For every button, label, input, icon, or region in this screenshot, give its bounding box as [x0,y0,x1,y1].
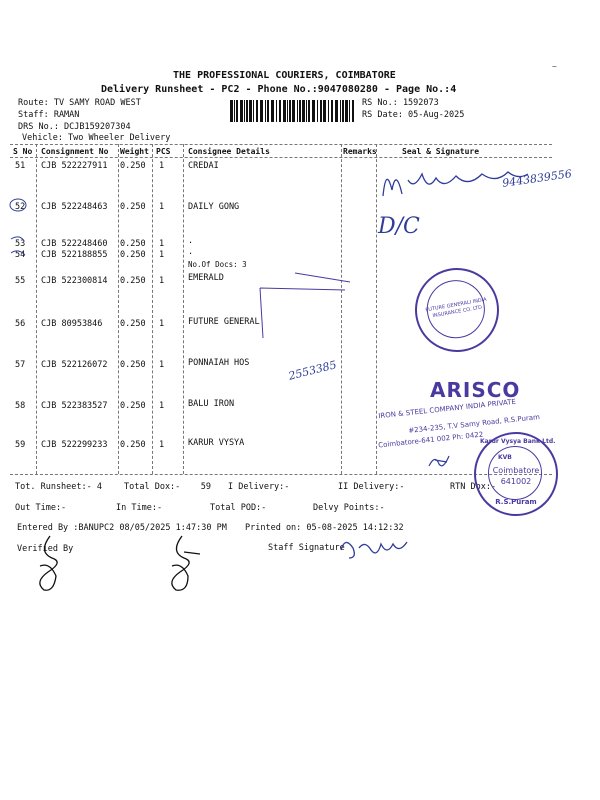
barcode-bar [253,100,254,122]
row-pcs: 1 [159,276,165,286]
barcode-bar [271,100,274,122]
barcode-bar [323,100,326,122]
company-title: THE PROFESSIONAL COURIERS, COIMBATORE [173,70,396,81]
row-consignment-no: CJB 522126072 [41,360,108,370]
barcode-bar [340,100,341,122]
barcode-bar [240,100,243,122]
barcode-bar [244,100,245,122]
row-consignee: KARUR VYSYA [188,438,245,448]
row-consignee: . [188,236,194,246]
row-consignee: CREDAI [188,161,219,171]
col-divider [36,144,37,474]
row-sno: 52 [15,202,26,212]
barcode-bar [320,100,322,122]
row-consignee: PONNAIAH HOS [188,358,250,368]
bank-branch: R.S.Puram [495,498,537,506]
row-consignment-no: CJB 522248463 [41,202,108,212]
row-pcs: 1 [159,239,165,249]
signature-row59 [425,450,455,472]
in-time: In Time:- [116,503,163,513]
barcode-bar [352,100,354,122]
row-weight: 0.250 [120,440,146,450]
row-weight: 0.250 [120,401,146,411]
row-sno: 54 [15,250,26,260]
barcode-bar [265,100,266,122]
barcode-bar [328,100,329,122]
barcode-bar [249,100,252,122]
bank-name: Karur Vysya Bank Ltd. [480,438,556,445]
barcode-bar [331,100,333,122]
stray-mark: ~ [552,62,557,71]
drs-label: DRS No.: DCJB159207304 [18,122,131,132]
vehicle-label: Vehicle: Two Wheeler Delivery [22,133,171,143]
row-weight: 0.250 [120,276,146,286]
col-header-weight: Weight [120,147,149,156]
row-sno: 55 [15,276,26,286]
row-sno: 58 [15,401,26,411]
barcode-bar [302,100,305,122]
col-header-seal-signature: Seal & Signature [402,147,480,156]
row-consignment-no: CJB 522248460 [41,239,108,249]
handwritten-phone: 9443839556 [501,167,573,190]
row-sno: 51 [15,161,26,171]
verified-signature-2 [160,532,204,594]
staff-signature-label: Staff Signature [268,543,345,553]
row-consignee: . [188,247,194,257]
row-weight: 0.250 [120,360,146,370]
printed-on: Printed on: 05-08-2025 14:12:32 [245,523,404,533]
barcode-bar [267,100,269,122]
row-pcs: 1 [159,250,165,260]
bank-logo: KVB [498,454,512,461]
rtn-dox: RTN Dox:- [450,482,497,492]
col-divider [118,144,119,474]
row-weight: 0.250 [120,161,146,171]
row-consignment-no: CJB 522188855 [41,250,108,260]
table-bottom-rule [10,474,552,475]
row-pcs: 1 [159,401,165,411]
row-pcs: 1 [159,319,165,329]
barcode-bar [349,100,350,122]
row-consignee: EMERALD [188,273,224,283]
route-label: Route: TV SAMY ROAD WEST [18,98,141,108]
table-header-rule [10,157,552,158]
row-consignee: DAILY GONG [188,202,240,212]
ii-delivery: II Delivery:- [338,482,405,492]
insurance-stamp-text: FUTURE GENERALI INDIA INSURANCE CO. LTD [425,296,488,320]
no-of-docs: No.Of Docs: 3 [188,260,247,269]
row-consignee: BALU IRON [188,399,235,409]
col-header-sno: S No [13,147,33,156]
barcode-bar [308,100,310,122]
bank-city: Coimbatore [492,466,540,475]
barcode-bar [292,100,295,122]
bank-stamp [474,432,558,516]
handwritten-note: 2553385 [287,358,338,383]
barcode-bar [230,100,233,122]
rs-no-label: RS No.: 1592073 [362,98,439,108]
barcode-bar [246,100,248,122]
col-header-consignment: Consignment No [41,147,109,156]
row-consignee: FUTURE GENERAL [188,317,260,327]
col-header-remarks: Remarks [343,147,377,156]
row-pcs: 1 [159,161,165,171]
row-consignment-no: CJB 522383527 [41,401,108,411]
barcode-bar [297,100,298,122]
col-header-pcs: PCS [156,147,171,156]
col-header-consignee: Consignee Details [188,147,270,156]
barcode [230,100,355,122]
barcode-bar [299,100,301,122]
barcode-bar [342,100,344,122]
barcode-bar [306,100,307,122]
barcode-bar [279,100,281,122]
row-sno: 56 [15,319,26,329]
total-pod: Total POD:- [210,503,267,513]
table-top-rule [10,144,552,145]
row-consignment-no: CJB 80953846 [41,319,103,329]
barcode-bar [312,100,315,122]
barcode-bar [289,100,291,122]
delvy-points: Delvy Points:- [313,503,385,513]
barcode-bar [317,100,318,122]
entered-by: Entered By :BANUPC2 08/05/2025 1:47:30 PM [17,523,227,533]
row-pcs: 1 [159,360,165,370]
barcode-bar [335,100,338,122]
row-sno: 57 [15,360,26,370]
col-divider [152,144,153,474]
staff-label: Staff: RAMAN [18,110,80,120]
rs-date-label: RS Date: 05-Aug-2025 [362,110,465,120]
row-consignment-no: CJB 522300814 [41,276,108,286]
row-pcs: 1 [159,202,165,212]
row-weight: 0.250 [120,202,146,212]
handwritten-dc: D/C [378,214,420,239]
barcode-bar [345,100,348,122]
row-weight: 0.250 [120,250,146,260]
barcode-bar [287,100,288,122]
tot-runsheet: Tot. Runsheet:- 4 [15,482,102,492]
col-divider [183,144,184,474]
arisco-logo: ARISCO [430,378,521,402]
barcode-bar [260,100,263,122]
insurance-stamp [408,261,505,358]
row-weight: 0.250 [120,239,146,249]
i-delivery: I Delivery:- [228,482,290,492]
arisco-line2: #234-235, T.V Samy Road, R.S.Puram [407,413,541,435]
barcode-bar [234,100,235,122]
verified-signature [30,532,70,594]
out-time: Out Time:- [15,503,67,513]
staff-signature [335,532,415,566]
stamp-box [255,268,355,348]
row-sno: 53 [15,239,26,249]
row-sno: 59 [15,440,26,450]
row-weight: 0.250 [120,319,146,329]
barcode-bar [276,100,277,122]
arisco-line3: Coimbatore-641 002 Ph: 0422 [377,430,484,450]
barcode-bar [236,100,238,122]
barcode-bar [256,100,258,122]
col-divider [341,144,342,474]
row-consignment-no: CJB 522227911 [41,161,108,171]
verified-by: Verified By [17,544,74,554]
row-pcs: 1 [159,440,165,450]
row-consignment-no: CJB 522299233 [41,440,108,450]
bank-pin: 641002 [500,477,532,486]
barcode-bar [283,100,286,122]
runsheet-subtitle: Delivery Runsheet - PC2 - Phone No.:9047080280 - Page No.:4 [101,84,457,95]
total-dox: Total Dox:- 59 [124,482,211,492]
arisco-line1: IRON & STEEL COMPANY INDIA PRIVATE [377,397,517,421]
col-divider [376,144,377,474]
